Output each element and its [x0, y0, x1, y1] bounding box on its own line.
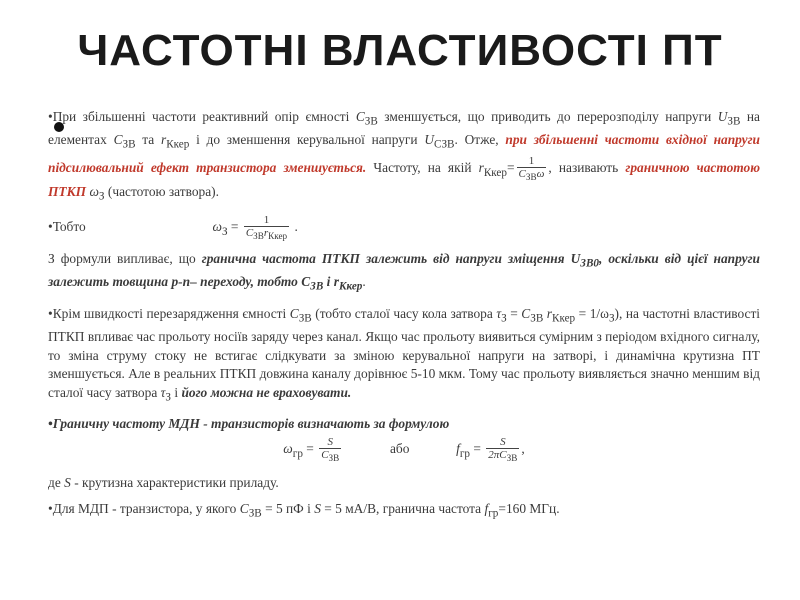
paragraph-6 — [48, 474, 760, 493]
p6-sym: S — [64, 474, 71, 490]
p4-sym4: r — [546, 305, 552, 321]
p2-eq: = — [230, 219, 239, 235]
f2-eq1: = — [306, 440, 314, 456]
p2-dot: . — [294, 219, 298, 235]
paragraph-5 — [48, 415, 760, 434]
f2-den2 — [486, 449, 519, 464]
p1-sym3: C — [113, 132, 123, 148]
p2-text-a: •Тобто — [48, 219, 86, 235]
paragraph-7 — [48, 500, 760, 523]
p4-text-d: = 1/ω — [578, 305, 609, 321]
slide-title: ЧАСТОТНІ ВЛАСТИВОСТІ ПТ — [77, 26, 723, 75]
p1-sym6-sub: З — [98, 190, 105, 203]
p2-lhs: ω — [212, 219, 222, 235]
p7-text-a: •Для МДП - транзистора, у якого — [48, 501, 237, 517]
p4-text-f: і — [174, 384, 179, 400]
slide-body — [48, 108, 760, 532]
p7-text-b: = 5 пФ і — [265, 501, 311, 517]
p4-sym2-sub: З — [501, 312, 507, 325]
p4-sym3-sub: ЗВ — [530, 312, 544, 325]
f2-den2-sub: ЗВ — [506, 452, 518, 463]
f2-tail: , — [521, 440, 525, 456]
p1-text-b: зменшується, що приводить до перерозподілу напруги — [384, 109, 712, 124]
p2-den-tail: r — [263, 226, 269, 239]
p2-den — [244, 227, 289, 242]
p1-sym1: C — [355, 109, 365, 124]
p1-red-emphasis-2: граничною частотою ПТКП — [48, 159, 760, 199]
p1-formula-den-tail: ω — [536, 167, 545, 180]
f2-lhs2: f — [456, 440, 460, 456]
p4-sym5: τ — [160, 384, 166, 400]
f2-num2: S — [486, 436, 519, 449]
p3-sym3: r — [333, 274, 339, 290]
p7-sym3-sub: гр — [488, 508, 499, 521]
p2-fraction — [244, 214, 289, 242]
p1-formula-fraction — [517, 155, 547, 183]
p1-text-e: і до зменшення керувальної напруги — [196, 132, 418, 148]
p6-text-a: де — [48, 474, 61, 490]
f2-den2-c: 2πC — [488, 448, 507, 461]
p1-text-a: •При збільшенні частоти реактивний опір ємності — [48, 109, 350, 124]
p4-text-e: ), на частотні властивості ПТКП впливає час прольоту носіїв заряду через канал. Якщо час прольоту виявиться сумірним з періодом вхідного сигналу, то зміна струму стоку не встигає слідкувати за зміною керувальної напруги на затворі, і динамічна крутизна ПТ зменшується. Але в реальних ПТКП довжина каналу дорівнює 5-10 мкм. Тому час прольоту виявляється значно меншим від сталої часу затвора — [48, 305, 761, 400]
p1-formula-eq: = — [506, 159, 515, 175]
p1-sym2: U — [717, 109, 728, 124]
f2-fraction-2 — [486, 436, 519, 464]
f2-lhs2-sub: гр — [459, 447, 471, 460]
p2-den-sub: ЗВ — [253, 231, 264, 242]
paragraph-1 — [48, 108, 760, 206]
p1-sym1-sub: ЗВ — [364, 115, 378, 128]
f2-eq2: = — [473, 440, 481, 456]
p1-text-h: , називають — [548, 159, 619, 175]
p1-sym6: ω — [89, 183, 99, 199]
p4-bold-italic: його можна не враховувати. — [181, 384, 352, 400]
f2-den1 — [319, 449, 341, 464]
f2-or: або — [389, 440, 410, 456]
p4-sym2: τ — [496, 305, 502, 321]
p1-sym2-sub: ЗВ — [727, 115, 741, 128]
p2-den-c: C — [245, 226, 254, 239]
p1-formula-num: 1 — [517, 155, 547, 168]
p2-den-tail-sub: Ккер — [268, 231, 288, 242]
p4-text-b: (тобто сталої часу кола затвора — [315, 305, 493, 321]
p2-num: 1 — [244, 214, 289, 227]
p1-formula-den — [517, 168, 547, 183]
p1-text-g: Частоту, на якій — [373, 159, 472, 175]
paragraph-2 — [48, 214, 760, 242]
p4-text-c: = — [510, 305, 518, 321]
p1-formula-den-sub: ЗВ — [525, 171, 537, 182]
formula-2 — [48, 436, 760, 464]
p3-bold-italic-2: , оскільки від цієї напруги залежить товщина p-n– переходу, тобто — [48, 251, 760, 290]
p1-sym5: U — [424, 132, 434, 148]
p3-bold-italic-1: гранична частота ПТКП залежить від напруги зміщення — [201, 251, 565, 267]
f2-den1-sub: ЗВ — [328, 452, 340, 463]
paragraph-4 — [48, 305, 760, 407]
f2-fraction-1 — [319, 436, 341, 464]
p4-sym4-sub: Ккер — [552, 312, 576, 325]
p4-sym1-sub: ЗВ — [298, 312, 312, 325]
p1-sym4-sub: Ккер — [166, 138, 190, 151]
p1-red-emphasis: при збільшенні частоти вхідної напруги підсилювальний ефект транзистора зменшується. — [48, 132, 760, 175]
p4-text-d-sub: З — [608, 312, 615, 325]
f2-lhs1: ω — [283, 440, 293, 456]
p1-text-i: (частотою затвора). — [107, 183, 219, 199]
p1-formula-lhs: r — [478, 159, 484, 175]
p1-sym5-sub: СЗВ — [434, 138, 455, 151]
p1-sym3-sub: ЗВ — [122, 138, 136, 151]
p1-text-f: . Отже, — [454, 132, 499, 148]
f2-lhs1-sub: гр — [292, 447, 303, 460]
f2-num1: S — [319, 436, 341, 449]
p3-end: . — [362, 274, 366, 290]
p3-bold-italic-3: і — [326, 274, 331, 290]
p2-lhs-sub: З — [221, 225, 228, 238]
p4-sym3: C — [521, 305, 531, 321]
p7-sym1: C — [239, 501, 249, 517]
p7-text-c: = 5 мА/В, гранична частота — [324, 501, 482, 517]
p4-text-a: •Крім швидкості перезарядження ємності — [48, 305, 287, 321]
p4-sym1: C — [289, 305, 299, 321]
p7-sym3: f — [484, 501, 489, 517]
p1-text-d: та — [142, 132, 155, 148]
p3-sym1-sub: ЗВ0 — [580, 257, 599, 270]
p5-text: •Граничну частоту МДН - транзисторів визначають за формулою — [48, 416, 450, 432]
p6-text-b: - крутизна характеристики приладу. — [74, 474, 279, 490]
p1-sym4: r — [161, 132, 167, 148]
p7-sym1-sub: ЗВ — [248, 508, 262, 521]
p1-formula-den-c: C — [518, 167, 526, 180]
p3-sym3-sub: Ккер — [338, 281, 363, 294]
paragraph-3 — [48, 250, 760, 297]
p3-sym2: C — [301, 274, 311, 290]
p7-sym2: S — [314, 501, 321, 517]
p1-text-c: на елементах — [48, 109, 760, 148]
p3-sym2-sub: ЗВ — [310, 281, 324, 294]
p4-sym5-sub: З — [165, 391, 172, 404]
p3-sym1: U — [570, 251, 581, 267]
p3-text-a: З формули випливає, що — [48, 251, 196, 267]
f2-den1-c: C — [321, 448, 329, 461]
p1-formula-lhs-sub: Ккер — [483, 166, 507, 179]
p7-text-d: =160 МГц. — [498, 501, 560, 517]
